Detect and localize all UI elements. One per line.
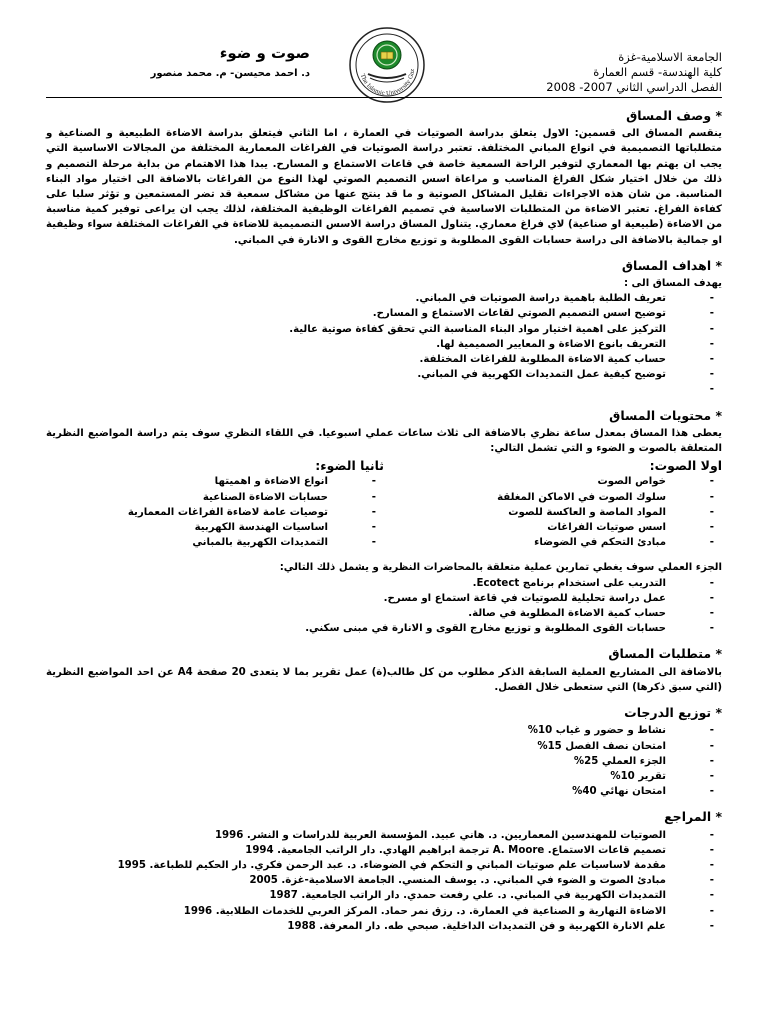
light-title: ثانيا الضوء: <box>315 458 384 474</box>
list-item: - نشاط و حضور و غياب 10% <box>46 723 722 738</box>
grades-title: * توزيع الدرجات <box>624 705 722 721</box>
list-item: - حسابات القوى المطلوبة و توزيع مخارج القوى و الانارة في مبنى سكني. <box>46 621 722 636</box>
references-title: * المراجع <box>664 809 722 825</box>
list-item: - مبادئ التحكم في الضوضاء <box>384 535 722 550</box>
list-item: - سلوك الصوت في الاماكن المغلقة <box>384 490 722 505</box>
list-item: - اساسيات الهندسة الكهربية <box>46 520 384 535</box>
list-item: - التدريب على استخدام برنامج Ecotect. <box>46 576 722 591</box>
list-item: - التمديدات الكهربية في المباني. د. علي رفعت حمدي. دار الراتب الجامعية. 1987 <box>46 888 722 903</box>
list-item: - امتحان نصف الفصل 15% <box>46 739 722 754</box>
contents-intro: يعطى هذا المساق بمعدل ساعة نظري بالاضافة الى ثلاث ساعات عملي اسبوعيا. في اللقاء النظري سوف يتم دراسة المواضيع النظرية المتعلقة بالصوت و الضوء و التي تشمل التالي: <box>46 427 722 455</box>
practical-intro: الجزء العملي سوف يغطي تمارين عملية متعلقة بالمحاضرات النظرية و يشمل ذلك التالي: <box>279 562 722 574</box>
list-item: - خواص الصوت <box>384 474 722 489</box>
list-item: - حسابات الاضاءة الصناعية <box>46 490 384 505</box>
grades-list <box>46 723 722 799</box>
list-item: - تقرير 10% <box>46 769 722 784</box>
logo-text: The Islamic University Gaz <box>358 68 417 98</box>
contents-columns <box>46 458 722 550</box>
requirements-title: * متطلبات المساق <box>608 646 722 662</box>
practical-list <box>46 576 722 637</box>
semester-label: الفصل الدراسي الثاني 2007- 2008 <box>546 80 722 94</box>
sound-title: اولا الصوت: <box>649 458 722 474</box>
list-item: - تعريف الطلبة باهمية دراسة الصوتيات في المباني. <box>46 291 722 306</box>
description-text: ينقسم المساق الى قسمين: الاول يتعلق بدراسة الصوتيات في العمارة ، اما الثاني فيتعلق بدراسة الاضاءة الطبيعية و الصناعية و متطلباتها التصميمية في انواع المباني المختلفة. تعتبر دراسة الصوتيات في الفراغات المعمارية المختلفة من المجالات الاساسية التي يجب ان يهتم بها المعماري لتوفير الراحة السمعية خاصة في قاعات الاستماع و المسارح. يبدا هذا الاهتمام من بداية مرحلة التصميم و ذلك من خلال اختيار شكل الفراغ المناسب و مراعاة اسس التصميم الصوتي لهذا النوع من الفراغات بالاضافة الى اختيار مواد البناء المناسبة. من شان هذه الاجراءات تقليل المشاكل الصوتية و ما قد ينتج عنها من مشاكل سمعية قد تضر المستمعين و تؤثر سلبا على كفاءة الفراغ. تعتبر الاضاءة من المتطلبات الاساسية في تصميم الفراغات الوظيفية المختلفة، لذلك يجب ان يراعى توفير كمية مناسبة من الاضاءة (طبيعية او صناعية) لاي فراغ معماري. يتناول المساق دراسة الاسس التصميمية للاضاءة في الفراغات المختلفة سواء وظيفية او جمالية بالاضافة الى دراسة حسابات القوى المطلوبة و توزيع مخارج القوى و الانارة في المباني. <box>46 128 722 246</box>
list-item: - حساب كمية الاضاءة المطلوبة للفراغات المختلفة. <box>46 352 722 367</box>
list-item <box>46 382 722 397</box>
faculty-name: كلية الهندسة- قسم العمارة <box>593 65 722 79</box>
header-institution <box>507 50 722 95</box>
description-title: * وصف المساق <box>626 108 722 123</box>
requirements-text: بالاضافة الى المشاريع العملية السابقة الذكر مطلوب من كل طالب(ة) عمل تقرير بما لا يتعدى 20 صفحة A4 عن احد المواضيع النظرية (التي سبق ذكرها) التي ستعطى خلال الفصل. <box>46 666 722 693</box>
objectives-title: * اهداف المساق <box>621 257 722 273</box>
contents-title: * محتويات المساق <box>609 407 722 423</box>
list-item: - الجزء العملي 25% <box>46 754 722 769</box>
list-item: - حساب كمية الاضاءة المطلوبة في صالة. <box>46 606 722 621</box>
list-item: - توضيح اسس التصميم الصوتي لقاعات الاستماع و المسارح. <box>46 306 722 321</box>
list-item: - الصوتيات للمهندسين المعماريين. د. هاني عبيد. المؤسسة العربية للدراسات و النشر. 1996 <box>46 828 722 843</box>
list-item: - عمل دراسة تحليلية للصوتيات في قاعة استماع او مسرح. <box>46 591 722 606</box>
light-list <box>46 474 384 550</box>
sound-column <box>384 458 722 550</box>
list-item: - تصميم قاعات الاستماع. A. Moore ترجمة ابراهيم الهادي. دار الراتب الجامعية. 1994 <box>46 843 722 858</box>
university-seal-icon <box>348 26 426 104</box>
list-item: - توضيح كيفية عمل التمديدات الكهربية في المباني. <box>46 367 722 382</box>
sound-list <box>384 474 722 550</box>
list-item: - الاضاءة النهارية و الصناعية في العمارة. د. رزق نمر حماد. المركز العربي للخدمات الطلابية. 1996 <box>46 904 722 919</box>
header-divider <box>46 97 722 98</box>
list-item: - التركيز على اهمية اختيار مواد البناء المناسبة التي تحقق كفاءة صوتية عالية. <box>46 322 722 337</box>
light-column <box>46 458 384 550</box>
references-list <box>46 828 722 934</box>
list-item: - توصيات عامة لاضاءة الفراغات المعمارية <box>46 505 384 520</box>
university-name: الجامعة الاسلامية-غزة <box>618 50 722 64</box>
list-item: - علم الانارة الكهربية و فن التمديدات الداخلية. صبحي طه. دار المعرفة. 1988 <box>46 919 722 934</box>
list-item: - المواد الماصة و العاكسة للصوت <box>384 505 722 520</box>
header-course <box>110 44 310 79</box>
objectives-list <box>46 291 722 397</box>
list-item: - مقدمة لاساسيات علم صوتيات المباني و التحكم في الضوضاء. د. عبد الرحمن فكري. دار الحكيم للطباعة. 1995 <box>46 858 722 873</box>
syllabus-content <box>46 108 722 934</box>
list-item: - التعريف بانوع الاضاءة و المعايير الصميمية لها. <box>46 337 722 352</box>
objectives-intro: يهدف المساق الى : <box>623 278 722 290</box>
list-item: - التمديدات الكهربية بالمباني <box>46 535 384 550</box>
list-item: - اسس صوتيات الفراغات <box>384 520 722 535</box>
list-item: - امتحان نهائي 40% <box>46 784 722 799</box>
university-logo <box>348 26 426 104</box>
course-title: صوت و ضوء <box>219 44 310 62</box>
list-item: - مبادئ الصوت و الضوء في المباني. د. يوسف المنسي. الجامعة الاسلامية-غزة. 2005 <box>46 873 722 888</box>
instructors: د. احمد محيسن- م. محمد منصور <box>150 68 310 79</box>
list-item: - انواع الاضاءة و اهميتها <box>46 474 384 489</box>
